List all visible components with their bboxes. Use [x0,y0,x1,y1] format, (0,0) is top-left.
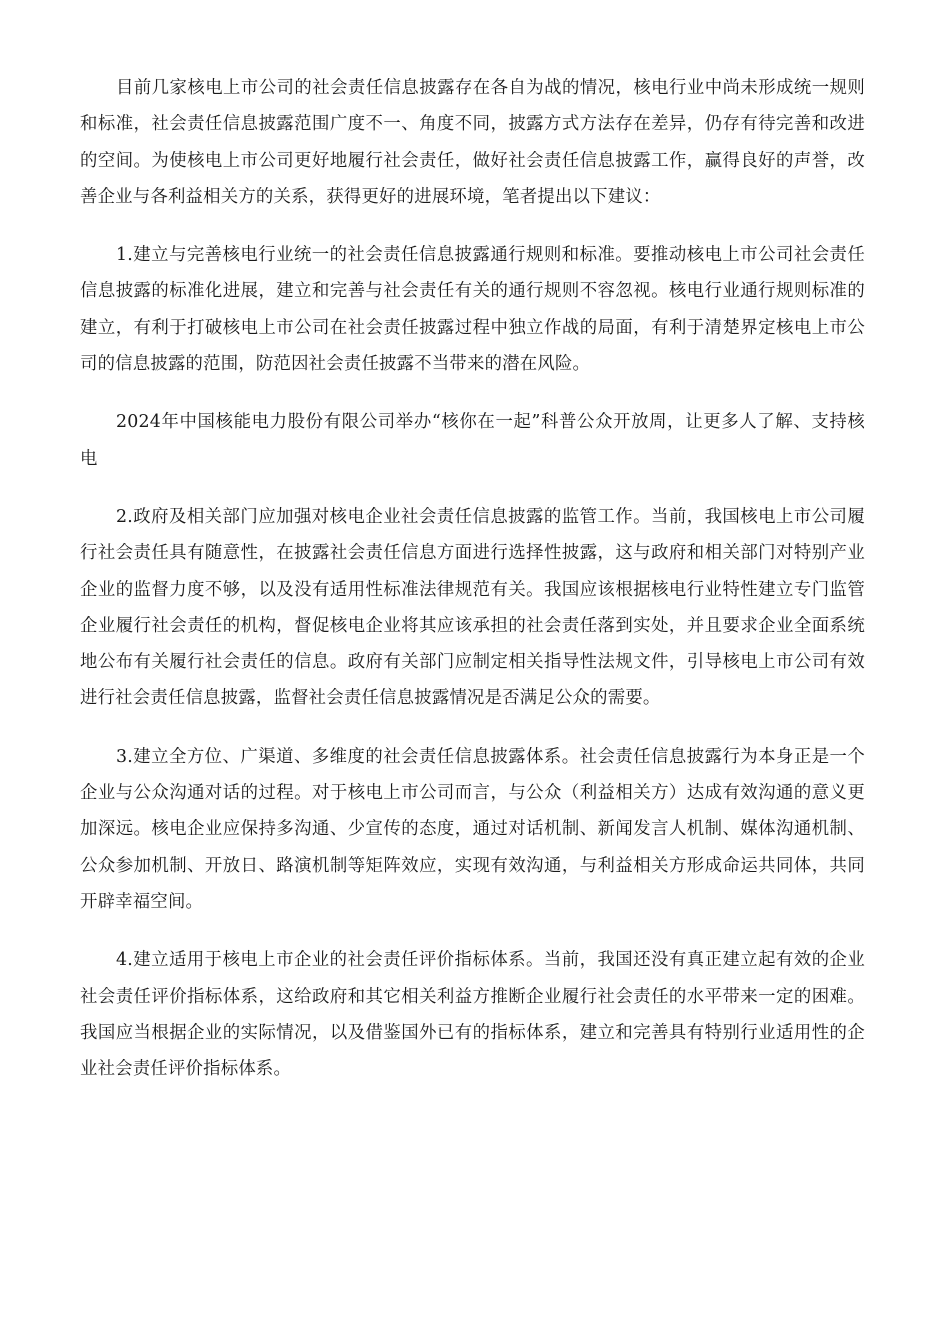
recommendation-4-paragraph: 4.建立适用于核电上市企业的社会责任评价指标体系。当前，我国还没有真正建立起有效的企业社会责任评价指标体系，这给政府和其它相关利益方推断企业履行社会责任的水平带来一定的困难。我国应当根据企业的实际情况，以及借鉴国外已有的指标体系，建立和完善具有特别行业适用性的企业社会责任评价指标体系。 [80,950,865,1080]
caption-paragraph: 2024年中国核能电力股份有限公司举办“核你在一起”科普公众开放周，让更多人了解、支持核电 [80,412,865,469]
recommendation-1-paragraph: 1.建立与完善核电行业统一的社会责任信息披露通行规则和标准。要推动核电上市公司社会责任信息披露的标准化进展，建立和完善与社会责任有关的通行规则不容忽视。核电行业通行规则标准的建立，有利于打破核电上市公司在社会责任披露过程中独立作战的局面，有利于清楚界定核电上市公司的信息披露的范围，防范因社会责任披露不当带来的潜在风险。 [80,245,865,375]
recommendation-3-paragraph: 3.建立全方位、广渠道、多维度的社会责任信息披露体系。社会责任信息披露行为本身正是一个企业与公众沟通对话的过程。对于核电上市公司而言，与公众（利益相关方）达成有效沟通的意义更加深远。核电企业应保持多沟通、少宣传的态度，通过对话机制、新闻发言人机制、媒体沟通机制、公众参加机制、开放日、路演机制等矩阵效应，实现有效沟通，与利益相关方形成命运共同体，共同开辟幸福空间。 [80,746,865,912]
document-body [80,70,865,1109]
intro-paragraph: 目前几家核电上市公司的社会责任信息披露存在各自为战的情况，核电行业中尚未形成统一规则和标准，社会责任信息披露范围广度不一、角度不同，披露方式方法存在差异，仍存有待完善和改进的空间。为使核电上市公司更好地履行社会责任，做好社会责任信息披露工作，赢得良好的声誉，改善企业与各利益相关方的关系，获得更好的进展环境，笔者提出以下建议： [80,78,865,207]
recommendation-2-paragraph: 2.政府及相关部门应加强对核电企业社会责任信息披露的监管工作。当前，我国核电上市公司履行社会责任具有随意性，在披露社会责任信息方面进行选择性披露，这与政府和相关部门对特别产业企业的监督力度不够，以及没有适用性标准法律规范有关。我国应该根据核电行业特性建立专门监管企业履行社会责任的机构，督促核电企业将其应该承担的社会责任落到实处，并且要求企业全面系统地公布有关履行社会责任的信息。政府有关部门应制定相关指导性法规文件，引导核电上市公司有效进行社会责任信息披露，监督社会责任信息披露情况是否满足公众的需要。 [80,506,865,709]
